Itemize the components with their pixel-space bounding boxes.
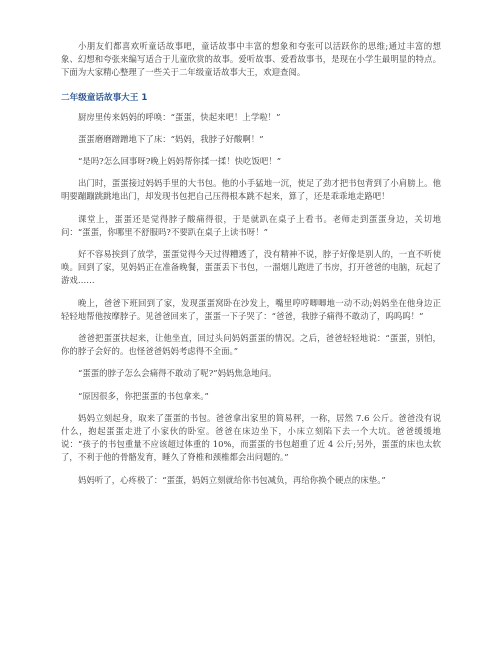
intro-paragraph: 小朋友们都喜欢听童话故事吧，童话故事中丰富的想象和夸张可以活跃你的思维;通过丰富的想象、幻想和夸张来编写适合于儿童欣赏的故事。爱听故事、爱看故事书，是现在小学生最明显的特点。下面为大家精心整理了一些关于二年级童话故事大王，欢迎查阅。 bbox=[61, 41, 441, 78]
story-paragraph: 好不容易挨到了放学，蛋蛋觉得今天过得糟透了，没有精神不说，脖子好像是别人的，一直不听使唤。回到了家，见妈妈正在准备晚餐，蛋蛋丢下书包，一溜烟儿跑进了书房，打开爸爸的电脑，玩起了游戏…… bbox=[61, 249, 441, 286]
story-paragraph: 晚上，爸爸下班回到了家，发现蛋蛋窝卧在沙发上，嘴里哼哼唧唧地一动不动;妈妈坐在他身边正轻轻地帮他按摩脖子。见爸爸回来了，蛋蛋一下子哭了：“爸爸，我脖子痛得不敢动了，呜呜呜！” bbox=[61, 297, 441, 321]
story-paragraph: 妈妈立刻起身，取来了蛋蛋的书包。爸爸拿出家里的简易秤，一称，居然 7.6 公斤。爸爸没有说什么，抱起蛋蛋走进了小家伙的卧室。爸爸在床边坐下，小床立刻陷下去一个大坑。爸爸缓缓地说：“孩子的书包重量不应该超过体重的 10%，而蛋蛋的书包超重了近 4 公斤;另外，蛋蛋的床也太软了，不利于他的骨骼发育，睡久了脊椎和颈椎都会出问题的。” bbox=[61, 412, 441, 463]
document-body bbox=[61, 40, 441, 496]
story-paragraph: “是吗?怎么回事呀?晚上妈妈帮你揉一揉！快吃饭吧！” bbox=[78, 156, 282, 167]
story-paragraph: 妈妈听了，心疼极了：“蛋蛋，妈妈立刻就给你书包减负，再给你换个硬点的床垫。” bbox=[78, 474, 386, 485]
story-paragraph: 爸爸把蛋蛋扶起来，让他坐直，回过头问妈妈蛋蛋的情况。之后，爸爸轻轻地说：“蛋蛋，别怕，你的脖子会好的。也怪爸爸妈妈考虑得不全面。” bbox=[61, 333, 441, 357]
story-paragraph: 出门时，蛋蛋接过妈妈手里的大书包。他的小手猛地一沉，使足了劲才把书包背到了小肩膀上。他明要蹦蹦跳跳地出门，却发现书包把自己压得根本跳不起来，算了，还是乖乖地走路吧！ bbox=[61, 178, 441, 202]
story-paragraph: “原因很多，你把蛋蛋的书包拿来。” bbox=[78, 390, 209, 401]
story-paragraph: 厨房里传来妈妈的呼唤：“蛋蛋，快起来吧！上学啦！” bbox=[78, 111, 281, 122]
story-paragraph: “蛋蛋的脖子怎么会痛得不敢动了呢?”妈妈焦急地问。 bbox=[78, 368, 277, 379]
section-title: 二年级童话故事大王 1 bbox=[61, 92, 148, 103]
story-paragraph: 蛋蛋磨磨蹭蹭地下了床：“妈妈，我脖子好酸啊！” bbox=[78, 133, 264, 144]
story-paragraph: 课堂上，蛋蛋还是觉得脖子酸痛得很，于是就趴在桌子上看书。老师走到蛋蛋身边，关切地问：“蛋蛋，你哪里不舒服吗?不要趴在桌子上读书呀！” bbox=[61, 213, 441, 237]
